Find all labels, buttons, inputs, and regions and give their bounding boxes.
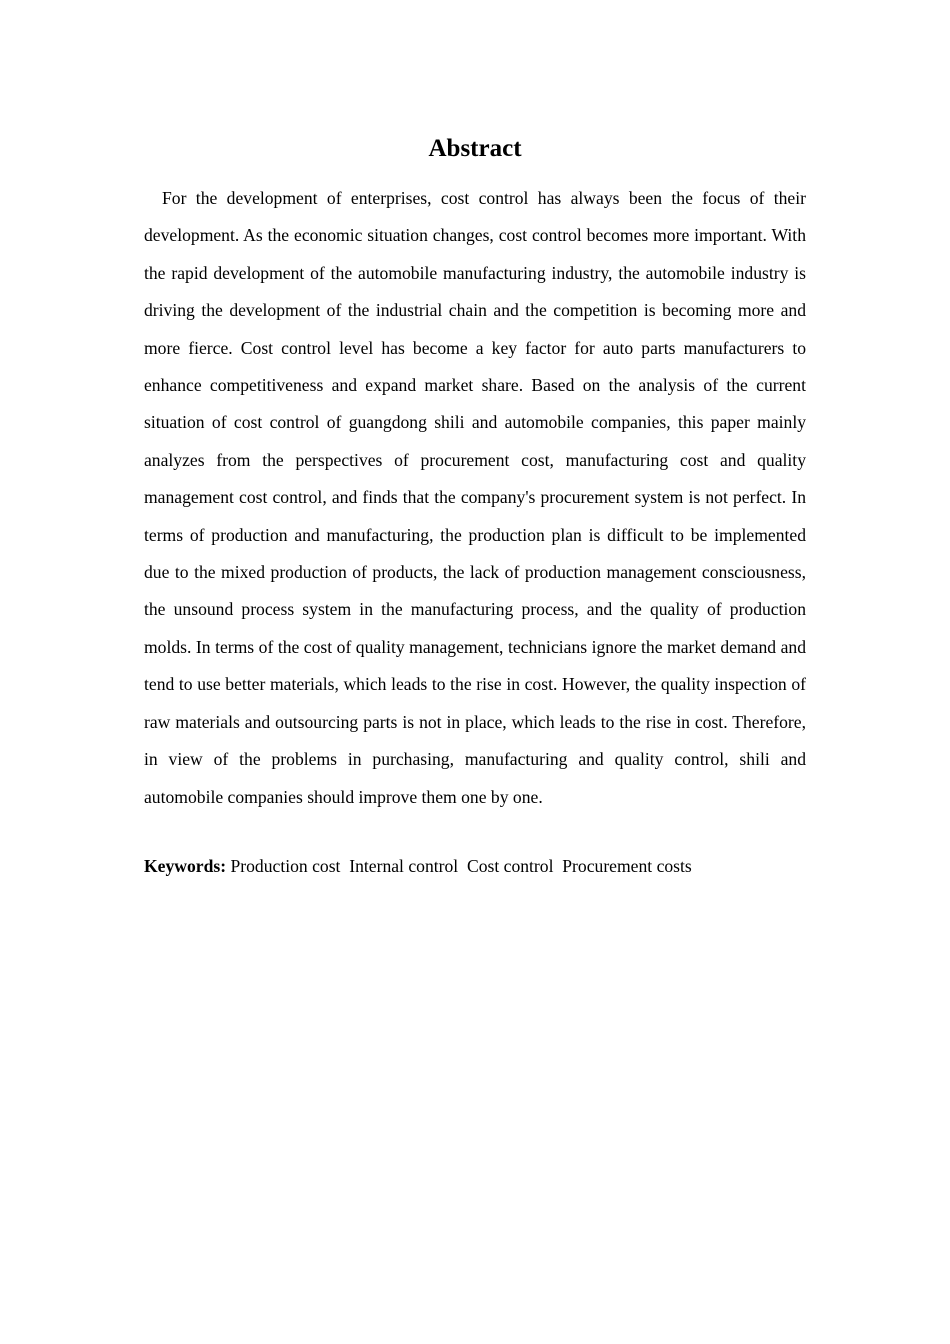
keywords-list: Production cost Internal control Cost control Procurement costs xyxy=(226,855,692,876)
keywords-label: Keywords: xyxy=(144,855,227,876)
document-page xyxy=(144,128,806,885)
abstract-paragraph: For the development of enterprises, cost control has always been the focus of their development. As the economic situation changes, cost control becomes more important. With the rapid development of the automobile manufacturing industry, the automobile industry is driving the development of the industrial chain and the competition is becoming more and more fierce. Cost control level has become a key factor for auto parts manufacturers to enhance competitiveness and expand market share. Based on the analysis of the current situation of cost control of guangdong shili and automobile companies, this paper mainly analyzes from the perspectives of procurement cost, manufacturing cost and quality management cost control, and finds that the company's procurement system is not perfect. In terms of production and manufacturing, the production plan is difficult to be implemented due to the mixed production of products, the lack of production management consciousness, the unsound process system in the manufacturing process, and the quality of production molds. In terms of the cost of quality management, technicians ignore the market demand and tend to use better materials, which leads to the rise in cost. However, the quality inspection of raw materials and outsourcing parts is not in place, which leads to the rise in cost. Therefore, in view of the problems in purchasing, manufacturing and quality control, shili and automobile companies should improve them one by one. xyxy=(144,188,806,807)
page-title: Abstract xyxy=(428,135,522,162)
keywords-line xyxy=(144,848,806,885)
